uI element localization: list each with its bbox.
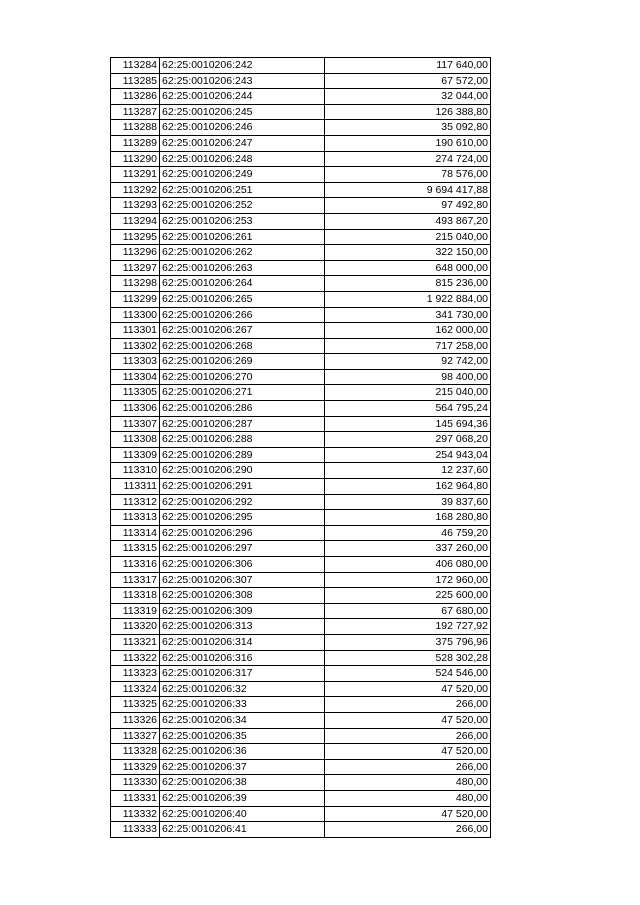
row-number-cell: 113325	[111, 697, 160, 713]
row-number-cell: 113294	[111, 213, 160, 229]
row-number-cell: 113298	[111, 276, 160, 292]
cadastral-number-cell: 62:25:0010206:248	[160, 151, 325, 167]
table-row	[111, 213, 491, 229]
row-number-cell: 113312	[111, 494, 160, 510]
cadastral-value-cell: 92 742,00	[325, 354, 491, 370]
row-number-cell: 113310	[111, 463, 160, 479]
cadastral-number-cell: 62:25:0010206:245	[160, 104, 325, 120]
cadastral-value-cell: 47 520,00	[325, 806, 491, 822]
row-number-cell: 113306	[111, 401, 160, 417]
cadastral-value-cell: 97 492,80	[325, 198, 491, 214]
cadastral-value-table	[110, 57, 491, 838]
table-row	[111, 198, 491, 214]
cadastral-value-cell: 266,00	[325, 822, 491, 838]
table-row	[111, 89, 491, 105]
cadastral-value-cell: 12 237,60	[325, 463, 491, 479]
cadastral-value-cell: 162 964,80	[325, 479, 491, 495]
table-body	[111, 58, 491, 838]
cadastral-value-cell: 1 922 884,00	[325, 291, 491, 307]
cadastral-value-cell: 406 080,00	[325, 557, 491, 573]
cadastral-number-cell: 62:25:0010206:38	[160, 775, 325, 791]
table-row	[111, 494, 491, 510]
row-number-cell: 113288	[111, 120, 160, 136]
cadastral-value-cell: 648 000,00	[325, 260, 491, 276]
cadastral-number-cell: 62:25:0010206:243	[160, 73, 325, 89]
row-number-cell: 113286	[111, 89, 160, 105]
cadastral-number-cell: 62:25:0010206:41	[160, 822, 325, 838]
cadastral-value-cell: 322 150,00	[325, 245, 491, 261]
row-number-cell: 113313	[111, 510, 160, 526]
table-row	[111, 416, 491, 432]
table-row	[111, 744, 491, 760]
row-number-cell: 113333	[111, 822, 160, 838]
cadastral-value-cell: 274 724,00	[325, 151, 491, 167]
table-row	[111, 619, 491, 635]
row-number-cell: 113324	[111, 681, 160, 697]
cadastral-number-cell: 62:25:0010206:35	[160, 728, 325, 744]
table-row	[111, 167, 491, 183]
row-number-cell: 113327	[111, 728, 160, 744]
table-row	[111, 775, 491, 791]
cadastral-value-cell: 192 727,92	[325, 619, 491, 635]
table-row	[111, 806, 491, 822]
table-row	[111, 104, 491, 120]
cadastral-value-cell: 266,00	[325, 728, 491, 744]
cadastral-number-cell: 62:25:0010206:262	[160, 245, 325, 261]
cadastral-value-cell: 215 040,00	[325, 385, 491, 401]
cadastral-number-cell: 62:25:0010206:263	[160, 260, 325, 276]
cadastral-number-cell: 62:25:0010206:309	[160, 603, 325, 619]
cadastral-number-cell: 62:25:0010206:292	[160, 494, 325, 510]
cadastral-number-cell: 62:25:0010206:306	[160, 557, 325, 573]
row-number-cell: 113319	[111, 603, 160, 619]
table-row	[111, 229, 491, 245]
table-row	[111, 401, 491, 417]
table-row	[111, 588, 491, 604]
cadastral-number-cell: 62:25:0010206:261	[160, 229, 325, 245]
cadastral-value-cell: 480,00	[325, 775, 491, 791]
cadastral-number-cell: 62:25:0010206:316	[160, 650, 325, 666]
cadastral-value-cell: 337 260,00	[325, 541, 491, 557]
cadastral-value-cell: 524 546,00	[325, 666, 491, 682]
cadastral-number-cell: 62:25:0010206:242	[160, 58, 325, 74]
cadastral-value-cell: 46 759,20	[325, 525, 491, 541]
row-number-cell: 113293	[111, 198, 160, 214]
cadastral-value-cell: 564 795,24	[325, 401, 491, 417]
table-row	[111, 525, 491, 541]
cadastral-value-cell: 47 520,00	[325, 681, 491, 697]
table-row	[111, 479, 491, 495]
cadastral-number-cell: 62:25:0010206:266	[160, 307, 325, 323]
row-number-cell: 113295	[111, 229, 160, 245]
row-number-cell: 113289	[111, 135, 160, 151]
table-row	[111, 790, 491, 806]
row-number-cell: 113300	[111, 307, 160, 323]
row-number-cell: 113332	[111, 806, 160, 822]
row-number-cell: 113296	[111, 245, 160, 261]
table-row	[111, 759, 491, 775]
cadastral-number-cell: 62:25:0010206:251	[160, 182, 325, 198]
table-row	[111, 510, 491, 526]
cadastral-value-cell: 254 943,04	[325, 447, 491, 463]
table-row	[111, 650, 491, 666]
cadastral-value-cell: 493 867,20	[325, 213, 491, 229]
cadastral-value-cell: 126 388,80	[325, 104, 491, 120]
row-number-cell: 113305	[111, 385, 160, 401]
cadastral-value-cell: 78 576,00	[325, 167, 491, 183]
cadastral-value-cell: 47 520,00	[325, 744, 491, 760]
cadastral-number-cell: 62:25:0010206:271	[160, 385, 325, 401]
row-number-cell: 113301	[111, 323, 160, 339]
row-number-cell: 113304	[111, 369, 160, 385]
row-number-cell: 113297	[111, 260, 160, 276]
cadastral-number-cell: 62:25:0010206:265	[160, 291, 325, 307]
cadastral-number-cell: 62:25:0010206:34	[160, 712, 325, 728]
row-number-cell: 113320	[111, 619, 160, 635]
row-number-cell: 113299	[111, 291, 160, 307]
cadastral-value-cell: 297 068,20	[325, 432, 491, 448]
cadastral-number-cell: 62:25:0010206:253	[160, 213, 325, 229]
table-row	[111, 135, 491, 151]
row-number-cell: 113317	[111, 572, 160, 588]
table-row	[111, 385, 491, 401]
table-row	[111, 120, 491, 136]
table-row	[111, 666, 491, 682]
table-row	[111, 681, 491, 697]
cadastral-number-cell: 62:25:0010206:37	[160, 759, 325, 775]
row-number-cell: 113322	[111, 650, 160, 666]
row-number-cell: 113316	[111, 557, 160, 573]
table-row	[111, 572, 491, 588]
cadastral-number-cell: 62:25:0010206:288	[160, 432, 325, 448]
table-row	[111, 323, 491, 339]
row-number-cell: 113318	[111, 588, 160, 604]
cadastral-value-cell: 215 040,00	[325, 229, 491, 245]
table-row	[111, 307, 491, 323]
cadastral-number-cell: 62:25:0010206:247	[160, 135, 325, 151]
cadastral-value-cell: 375 796,96	[325, 634, 491, 650]
table-row	[111, 151, 491, 167]
cadastral-value-cell: 67 680,00	[325, 603, 491, 619]
cadastral-value-cell: 172 960,00	[325, 572, 491, 588]
row-number-cell: 113315	[111, 541, 160, 557]
row-number-cell: 113291	[111, 167, 160, 183]
cadastral-number-cell: 62:25:0010206:244	[160, 89, 325, 105]
cadastral-number-cell: 62:25:0010206:39	[160, 790, 325, 806]
cadastral-number-cell: 62:25:0010206:267	[160, 323, 325, 339]
row-number-cell: 113284	[111, 58, 160, 74]
cadastral-value-cell: 480,00	[325, 790, 491, 806]
cadastral-value-cell: 225 600,00	[325, 588, 491, 604]
table-row	[111, 73, 491, 89]
table-row	[111, 432, 491, 448]
cadastral-value-cell: 266,00	[325, 697, 491, 713]
table-row	[111, 276, 491, 292]
cadastral-number-cell: 62:25:0010206:264	[160, 276, 325, 292]
cadastral-value-cell: 145 694,36	[325, 416, 491, 432]
table-row	[111, 728, 491, 744]
table-row	[111, 58, 491, 74]
row-number-cell: 113307	[111, 416, 160, 432]
cadastral-number-cell: 62:25:0010206:289	[160, 447, 325, 463]
table-row	[111, 634, 491, 650]
cadastral-number-cell: 62:25:0010206:313	[160, 619, 325, 635]
table-row	[111, 463, 491, 479]
row-number-cell: 113311	[111, 479, 160, 495]
cadastral-number-cell: 62:25:0010206:33	[160, 697, 325, 713]
cadastral-number-cell: 62:25:0010206:268	[160, 338, 325, 354]
cadastral-value-cell: 717 258,00	[325, 338, 491, 354]
table-row	[111, 245, 491, 261]
table-row	[111, 260, 491, 276]
table-row	[111, 369, 491, 385]
table-row	[111, 712, 491, 728]
table-row	[111, 697, 491, 713]
cadastral-value-cell: 39 837,60	[325, 494, 491, 510]
row-number-cell: 113321	[111, 634, 160, 650]
table-row	[111, 822, 491, 838]
table-row	[111, 291, 491, 307]
cadastral-number-cell: 62:25:0010206:270	[160, 369, 325, 385]
table-row	[111, 447, 491, 463]
cadastral-value-cell: 117 640,00	[325, 58, 491, 74]
row-number-cell: 113328	[111, 744, 160, 760]
cadastral-number-cell: 62:25:0010206:252	[160, 198, 325, 214]
table-row	[111, 338, 491, 354]
cadastral-number-cell: 62:25:0010206:286	[160, 401, 325, 417]
row-number-cell: 113285	[111, 73, 160, 89]
cadastral-number-cell: 62:25:0010206:269	[160, 354, 325, 370]
cadastral-number-cell: 62:25:0010206:296	[160, 525, 325, 541]
cadastral-value-cell: 815 236,00	[325, 276, 491, 292]
cadastral-value-cell: 168 280,80	[325, 510, 491, 526]
row-number-cell: 113326	[111, 712, 160, 728]
cadastral-number-cell: 62:25:0010206:317	[160, 666, 325, 682]
row-number-cell: 113290	[111, 151, 160, 167]
cadastral-value-cell: 528 302,28	[325, 650, 491, 666]
row-number-cell: 113331	[111, 790, 160, 806]
cadastral-number-cell: 62:25:0010206:290	[160, 463, 325, 479]
cadastral-number-cell: 62:25:0010206:40	[160, 806, 325, 822]
row-number-cell: 113329	[111, 759, 160, 775]
cadastral-number-cell: 62:25:0010206:307	[160, 572, 325, 588]
table-row	[111, 182, 491, 198]
cadastral-number-cell: 62:25:0010206:291	[160, 479, 325, 495]
cadastral-number-cell: 62:25:0010206:287	[160, 416, 325, 432]
row-number-cell: 113330	[111, 775, 160, 791]
cadastral-value-cell: 32 044,00	[325, 89, 491, 105]
cadastral-value-cell: 35 092,80	[325, 120, 491, 136]
cadastral-value-cell: 162 000,00	[325, 323, 491, 339]
cadastral-value-cell: 9 694 417,88	[325, 182, 491, 198]
cadastral-value-cell: 190 610,00	[325, 135, 491, 151]
row-number-cell: 113314	[111, 525, 160, 541]
cadastral-number-cell: 62:25:0010206:314	[160, 634, 325, 650]
cadastral-number-cell: 62:25:0010206:246	[160, 120, 325, 136]
cadastral-number-cell: 62:25:0010206:249	[160, 167, 325, 183]
row-number-cell: 113292	[111, 182, 160, 198]
table-row	[111, 557, 491, 573]
cadastral-value-cell: 266,00	[325, 759, 491, 775]
cadastral-value-cell: 47 520,00	[325, 712, 491, 728]
table-row	[111, 354, 491, 370]
row-number-cell: 113323	[111, 666, 160, 682]
row-number-cell: 113308	[111, 432, 160, 448]
table-row	[111, 603, 491, 619]
cadastral-number-cell: 62:25:0010206:295	[160, 510, 325, 526]
cadastral-value-cell: 67 572,00	[325, 73, 491, 89]
cadastral-number-cell: 62:25:0010206:36	[160, 744, 325, 760]
cadastral-value-cell: 98 400,00	[325, 369, 491, 385]
row-number-cell: 113303	[111, 354, 160, 370]
row-number-cell: 113302	[111, 338, 160, 354]
cadastral-number-cell: 62:25:0010206:32	[160, 681, 325, 697]
cadastral-value-cell: 341 730,00	[325, 307, 491, 323]
row-number-cell: 113287	[111, 104, 160, 120]
cadastral-number-cell: 62:25:0010206:297	[160, 541, 325, 557]
cadastral-number-cell: 62:25:0010206:308	[160, 588, 325, 604]
row-number-cell: 113309	[111, 447, 160, 463]
table-row	[111, 541, 491, 557]
